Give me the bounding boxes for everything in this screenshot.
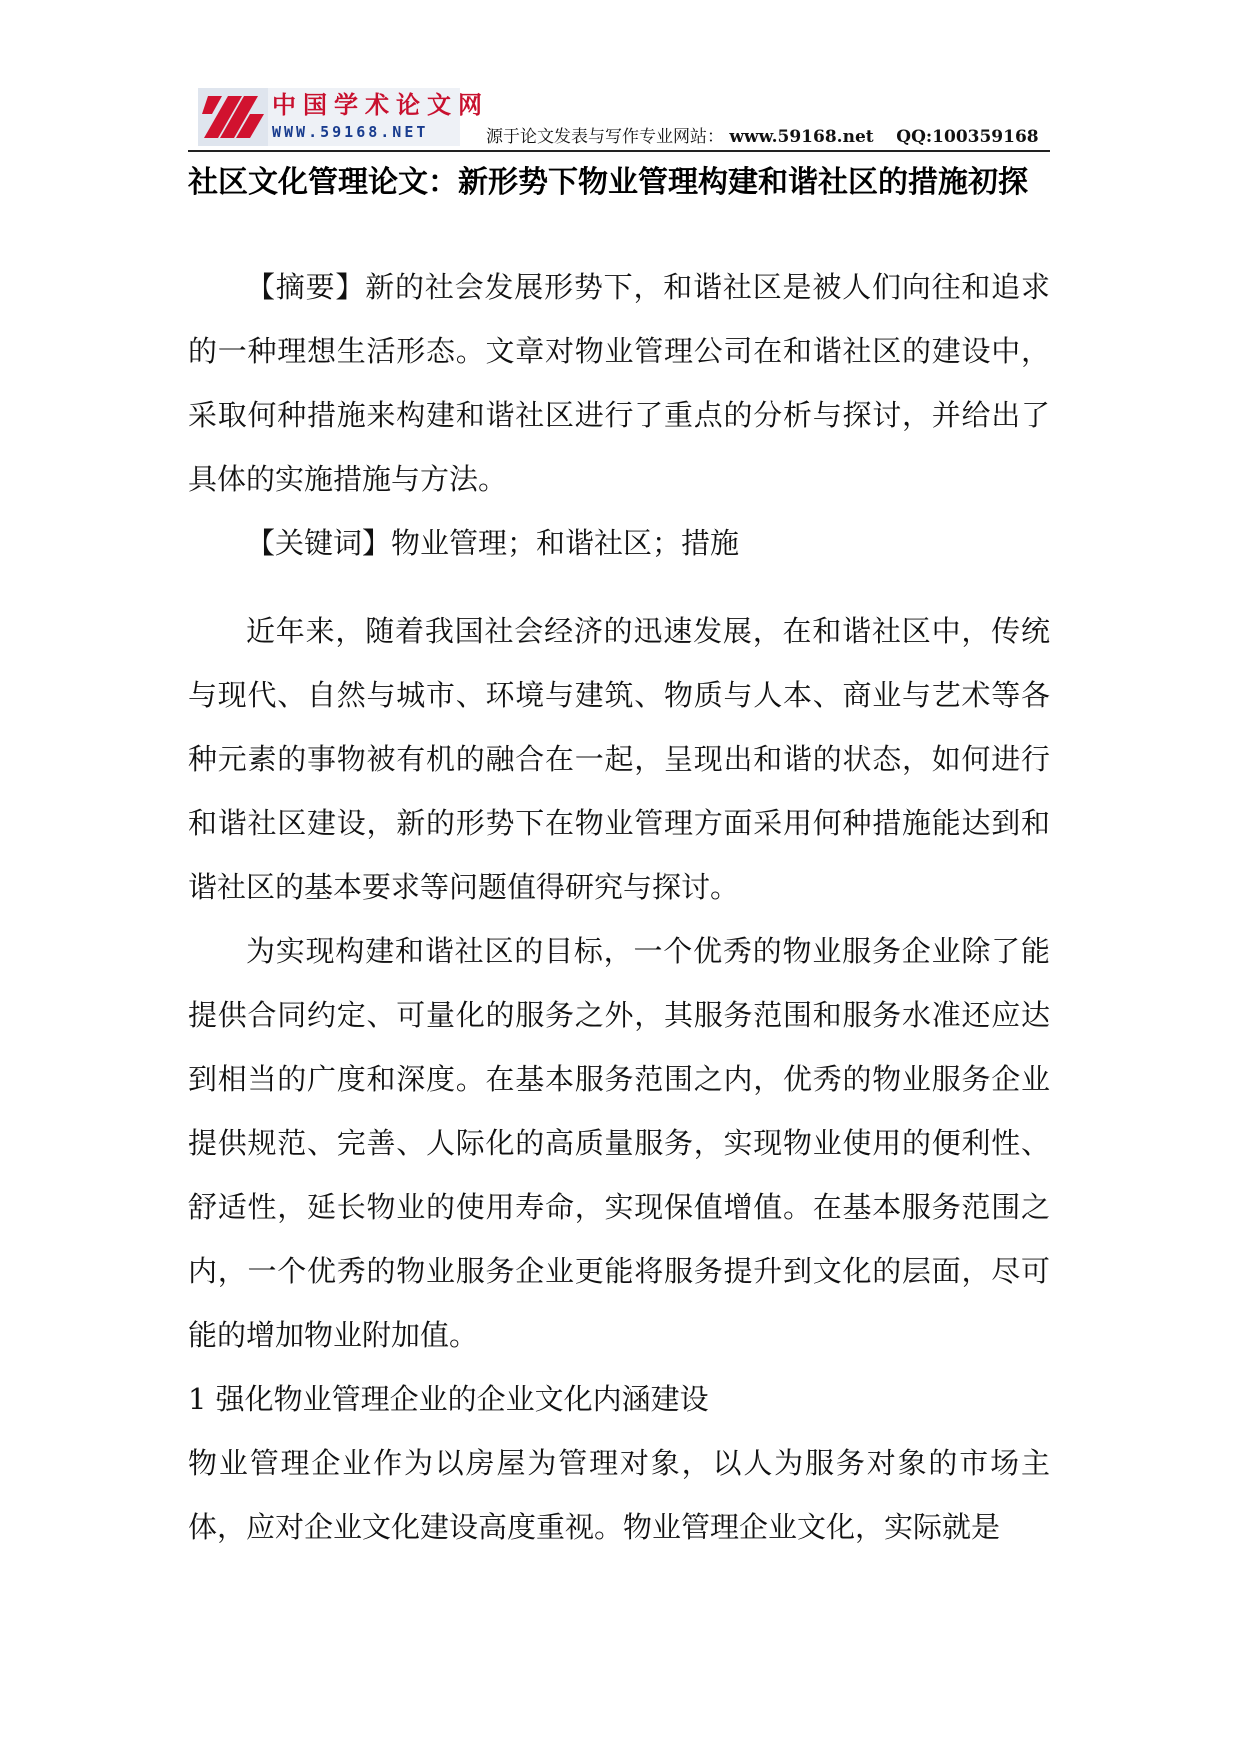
document-body <box>188 255 1050 1559</box>
source-line <box>486 124 1042 150</box>
logo-chinese-name: 中国学术论文网 <box>272 91 489 119</box>
abstract-paragraph: 【摘要】新的社会发展形势下，和谐社区是被人们向往和追求的一种理想生活形态。文章对物业管理公司在和谐社区的建设中，采取何种措施来构建和谐社区进行了重点的分析与探讨，并给出了具体的实施措施与方法。 <box>188 270 1050 496</box>
source-label: 源于论文发表与写作专业网站： <box>486 127 724 147</box>
source-url-link[interactable]: www.59168.net <box>729 127 874 147</box>
logo-url-text: WWW.59168.NET <box>272 123 429 141</box>
body-paragraph: 近年来，随着我国社会经济的迅速发展，在和谐社区中，传统与现代、自然与城市、环境与建筑、物质与人本、商业与艺术等各种元素的事物被有机的融合在一起，呈现出和谐的状态，如何进行和谐社区建设，新的形势下在物业管理方面采用何种措施能达到和谐社区的基本要求等问题值得研究与探讨。 <box>188 614 1050 904</box>
header-divider <box>188 150 1050 152</box>
section-heading: 1 强化物业管理企业的企业文化内涵建设 <box>188 1382 709 1416</box>
keywords-paragraph: 【关键词】物业管理；和谐社区；措施 <box>246 526 740 560</box>
body-paragraph: 为实现构建和谐社区的目标，一个优秀的物业服务企业除了能提供合同约定、可量化的服务之外，其服务范围和服务水准还应达到相当的广度和深度。在基本服务范围之内，优秀的物业服务企业提供规范、完善、人际化的高质量服务，实现物业使用的便利性、舒适性，延长物业的使用寿命，实现保值增值。在基本服务范围之内，一个优秀的物业服务企业更能将服务提升到文化的层面，尽可能的增加物业附加值。 <box>188 934 1050 1352</box>
section-paragraph: 物业管理企业作为以房屋为管理对象，以人为服务对象的市场主体，应对企业文化建设高度重视。物业管理企业文化，实际就是 <box>188 1446 1050 1544</box>
logo-emblem-icon <box>198 88 268 146</box>
site-logo[interactable] <box>198 88 489 146</box>
document-title: 社区文化管理论文：新形势下物业管理构建和谐社区的措施初探 <box>188 165 1028 200</box>
source-qq: QQ:100359168 <box>896 127 1039 147</box>
